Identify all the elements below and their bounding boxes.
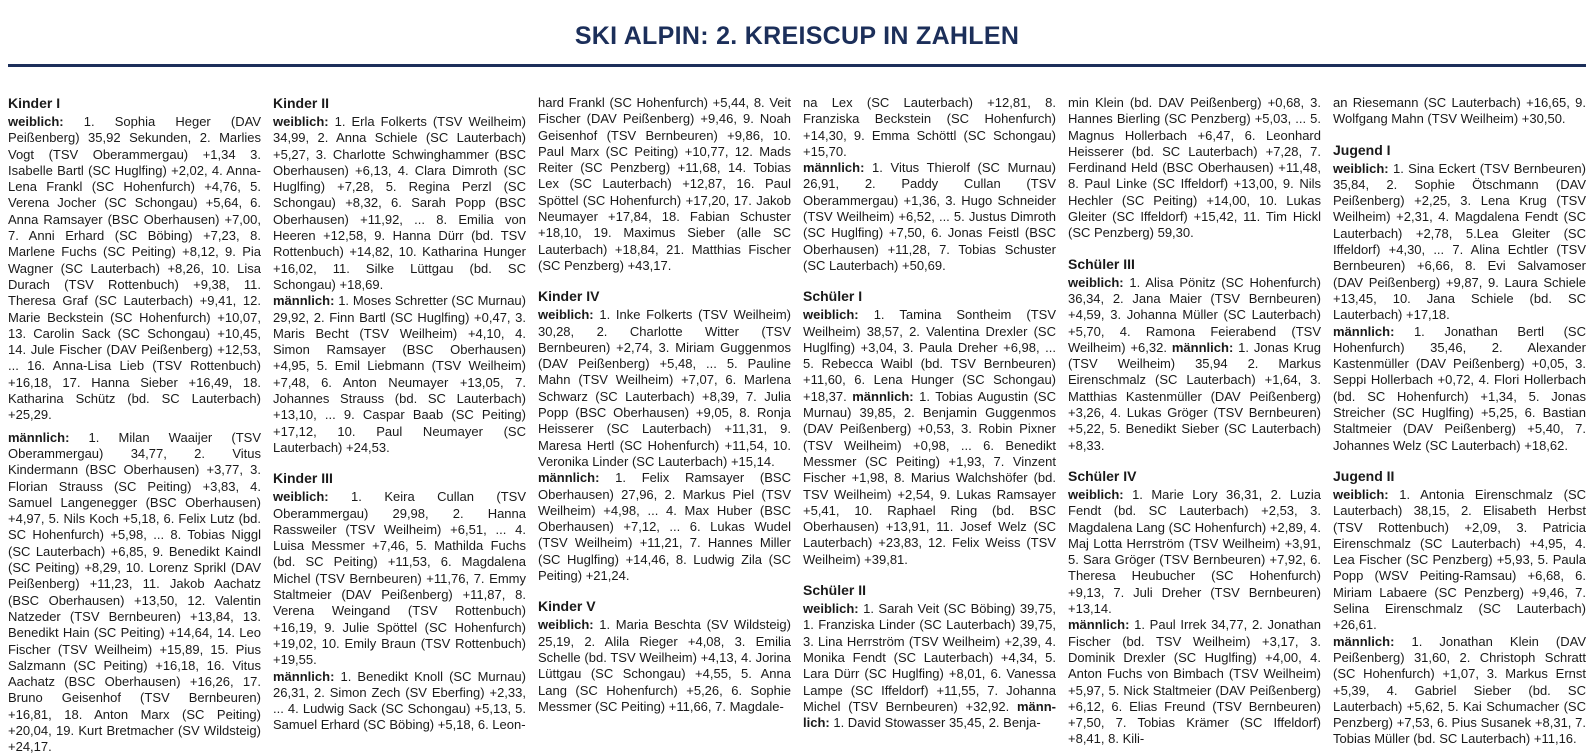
results-kinder-2-female (273, 114, 526, 293)
results-schueler-1 (803, 307, 1056, 568)
section-heading-schueler-3: Schüler III (1068, 255, 1135, 272)
results-continuation: min Klein (bd. DAV Peißenberg) +0,68, 3. Hannes Bierling (SC Penzberg) +5,03, ... 5. Magnus Hollerbach +6,47, 6. Leonhard Heisserer (bd. SC Lauterbach) +7,28, 7. Ferdinand Held (BSC Oberhausen) +11,48, 8. Paul Linke (SC Iffeldorf) +13,00, 9. Nils Hechler (SC Peiting) +14,00, 10. Lukas Gleiter (SC Iffeldorf) +15,42, 11. Tim Hickl (SC Penzberg) 59,30. (1068, 95, 1321, 241)
label-male: männlich: (852, 388, 914, 404)
label-female: weiblich: (803, 601, 859, 617)
results-text: 1. Milan Waaijer (TSV Oberammergau) 34,77, 2. Vitus Kindermann (BSC Oberhausen) +3,77, 3. Florian Strauss (SC Peiting) +3,83, 4. Samuel Langenegger (BSC Oberhausen) +4,97, 5. Nils Koch +5,18, 6. Felix Lutz (bd. SC Hohenfurch) +5,98, ... 8. Tobias Niggl (SC Lauterbach) +6,85, 9. Benedikt Kaindl (SC Peiting) +8,29, 10. Lorenz Sprikl (DAV Peißenberg) +11,23, 11. Jakob Aachatz (BSC Oberhausen) +13,50, 12. Valentin Natzeder (TSV Bernbeuren) +13,84, 13. Benedikt Hain (SC Peiting) +14,64, 14. Leo Fischer (TSV Weilheim) +15,89, 15. Pius Salzmann (SC Peiting) +16,18, 16. Vitus Aachatz (BSC Oberhausen) +16,26, 17. Bruno Geisenhof (TSV Bernbeuren) +16,81, 18. Anton Marx (SC Peiting) +20,04, 19. Kurt Bretmacher (SV Wildsteig) +24,17. (8, 429, 261, 755)
label-male-part-2: lich: (803, 715, 830, 731)
column-1 (8, 95, 261, 755)
results-text: 1. Tamina Sontheim (TSV Weilheim) 38,57, 2. Valentina Drexler (SC Huglfing) +3,04, 3. Paula Dreher +6,98, ... 5. Rebecca Waibl (bd. TSV Bernbeuren) +11,60, 6. Lena Hunger (SC Schongau) +18,37. (803, 307, 1056, 404)
results-text: 1. Keira Cullan (TSV Oberammergau) 29,98, 2. Hanna Rassweiler (TSV Weilheim) +6,51, ... 4. Luisa Messmer +7,46, 5. Mathilda Fuchs (bd. SC Peiting) +11,53, 6. Magdalena Michel (TSV Bernbeuren) +11,76, 7. Emmy Staltmeier (DAV Peißenberg) +11,87, 8. Verena Weingand (TSV Rottenbuch) +16,19, 9. Julie Spöttel (SC Hohenfurch) +19,02, 10. Emily Braun (TSV Rottenbuch) +19,55. (273, 489, 526, 668)
results-text: 1. Inke Folkerts (TSV Weilheim) 30,28, 2. Charlotte Witter (TSV Bernbeuren) +2,74, 3. Miriam Guggenmos (DAV Peißenberg) +5,48, ... 5. Pauline Mahn (TSV Weilheim) +7,07, 6. Marlena Schwarz (SC Lauterbach) +8,39, 7. Julia Popp (BSC Oberhausen) +9,05, 8. Ronja Heisserer (SC Lauterbach) +11,31, 9. Maresa Hertl (SC Hohenfurch) +11,54, 10. Veronika Linder (SC Lauterbach) +15,14. (538, 307, 791, 469)
results-jugend-2-male (1333, 634, 1586, 748)
results-continuation: an Riesemann (SC Lauterbach) +16,65, 9. Wolfgang Mahn (TSV Weilheim) +30,50. (1333, 95, 1586, 127)
results-text: 1. Felix Ramsayer (BSC Oberhausen) 27,96, 2. Markus Piel (TSV Weilheim) +4,98, ... 4. Max Huber (BSC Oberhausen) +7,12, ... 6. Lukas Wudel (TSV Weilheim) +11,21, 7. Hannes Miller (SC Huglfing) +14,46, 8. Ludwig Zila (SC Peiting) +21,24. (538, 470, 791, 584)
results-text: 1. Maria Beschta (SV Wildsteig) 25,19, 2. Alila Rieger +4,08, 3. Emilia Schelle (bd. TSV Weilheim) +4,13, 4. Jorina Lüttgau (SC Schongau) +4,55, 5. Anna Lang (SC Hohenfurch) +5,26, 6. Sophie Messmer (SC Peiting) +11,66, 7. Magdale- (538, 617, 791, 714)
results-text: 1. Erla Folkerts (TSV Weilheim) 34,99, 2. Anna Schiele (SC Lauterbach) +5,27, 3. Charlotte Schwinghammer (BSC Oberhausen) +6,13, 4. Clara Dimroth (SC Huglfing) +7,28, 5. Regina Perzl (SC Schongau) +8,32, 6. Sarah Popp (BSC Oberhausen) +11,92, ... 8. Emilia von Heeren +12,58, 9. Hanna Dürr (bd. TSV Rottenbuch) +14,82, 10. Katharina Hunger +16,02, 11. Silke Lüttgau (bd. SC Schongau) +18,69. (273, 114, 526, 292)
section-heading-kinder-3: Kinder III (273, 470, 333, 487)
results-jugend-1-female (1333, 161, 1586, 324)
section-heading-kinder-2: Kinder II (273, 95, 330, 111)
results-jugend-2-female (1333, 487, 1586, 634)
label-male: männlich: (273, 668, 335, 684)
results-kinder-1-female (8, 114, 261, 424)
results-kinder-3-male (273, 669, 526, 734)
label-female: weiblich: (273, 114, 329, 129)
label-male: männlich: (538, 470, 600, 486)
label-female: weiblich: (1068, 486, 1124, 502)
label-male: männlich: (1333, 633, 1395, 649)
results-text: 1. Alisa Pönitz (SC Hohenfurch) 36,34, 2. Jana Maier (TSV Bernbeuren) +4,59, 3. Johanna Müller (SC Lauterbach) +5,70, 4. Ramona Feierabend (TSV Weilheim) +6,32. (1068, 274, 1321, 355)
results-text: 1. Jonas Krug (TSV Weilheim) 35,94 2. Markus Eirenschmalz (SC Lauterbach) +1,64, 3. Matthias Kastenmüller (DAV Peißenberg) +3,26, 4. Lukas Gröger (TSV Bernbeuren) +5,22, 5. Benedikt Sieber (SC Lauterbach) +8,33. (1068, 339, 1321, 453)
label-female: weiblich: (538, 617, 594, 633)
label-female: weiblich: (1068, 274, 1124, 290)
label-male: männlich: (1171, 339, 1234, 355)
results-jugend-1-male (1333, 324, 1586, 454)
column-6 (1333, 95, 1586, 747)
results-text: 1. Jonathan Bertl (SC Hohenfurch) 35,46, 2. Alexander Kastenmüller (DAV Peißenberg) +0,05, 3. Seppi Hollerbach +0,72, 4. Flori Hollerbach (bd. SC Hohenfurch) +1,34, 5. Jonas Streicher (SC Huglfing) +5,25, 6. Bastian Staltmeier (DAV Peißenberg) +5,40, 7. Johannes Welz (SC Lauterbach) +18,62. (1333, 323, 1586, 453)
label-female: weiblich: (803, 307, 859, 323)
label-male: männlich: (1333, 323, 1395, 339)
results-schueler-3 (1068, 275, 1321, 454)
results-schueler-2 (803, 601, 1056, 731)
results-kinder-5-female (538, 617, 791, 715)
results-text: 1. David Stowasser 35,45, 2. Benja- (829, 715, 1041, 731)
results-text: 1. Tobias Augustin (SC Murnau) 39,85, 2. Benjamin Guggenmos (DAV Peißenberg) +0,53, 3. Robin Pixner (TSV Weilheim) +0,98, ... 6. Benedikt Messmer (SC Peiting) +1,93, 7. Vinzent Fischer +1,98, 8. Marius Walchshöfer (bd. TSV Weilheim) +2,54, 9. Lukas Ramsayer +5,41, 10. Raphael Ring (bd. BSC Oberhausen) +13,91, 11. Josef Welz (SC Lauterbach) +23,83, 12. Felix Weiss (TSV Weilheim) +39,81. (803, 388, 1056, 567)
label-male-part-1: männ- (1016, 698, 1056, 714)
section-heading-schueler-4: Schüler IV (1068, 467, 1137, 484)
results-text: 1. Marie Lory 36,31, 2. Luzia Fendt (bd. SC Lauterbach) +2,53, 3. Magdalena Lang (SC Hohenfurch) +2,89, 4. Maj Lotta Herrström (TSV Weilheim) +3,91, 5. Sara Gröger (TSV Bernbeuren) +7,92, 6. Theresa Heubucher (SC Hohenfurch) +9,13, 7. Juli Dreher (TSV Bernbeuren) +13,14. (1068, 486, 1321, 617)
column-4 (803, 95, 1056, 731)
section-heading-kinder-5: Kinder V (538, 598, 596, 615)
title-rule (8, 64, 1586, 67)
results-kinder-4-female (538, 307, 791, 470)
section-heading-kinder-1: Kinder I (8, 95, 61, 111)
label-female: weiblich: (1333, 160, 1389, 176)
page-title: SKI ALPIN: 2. KREISCUP IN ZAHLEN (574, 22, 1020, 50)
results-continuation: na Lex (SC Lauterbach) +12,81, 8. Franziska Beckstein (SC Hohenfurch) +14,30, 9. Emma Schöttl (SC Schongau) +15,70. (803, 95, 1056, 159)
label-female: weiblich: (538, 307, 594, 323)
results-text: 1. Sarah Veit (SC Böbing) 39,75, 1. Franziska Linder (SC Lauterbach) 39,75, 3. Lina Herrström (TSV Weilheim) +2,39, 4. Monika Fendt (SC Lauterbach) +4,34, 5. Lara Dürr (SC Huglfing) +8,01, 6. Vanessa Lampe (SC Iffeldorf) +11,55, 7. Johanna Michel (TSV Bernbeuren) +32,92. (803, 601, 1056, 714)
section-heading-jugend-2: Jugend II (1333, 467, 1395, 484)
results-schueler-4-female (1068, 487, 1321, 617)
results-text: 1. Moses Schretter (SC Murnau) 29,92, 2. Finn Bartl (SC Huglfing) +0,47, 3. Maris Becht (TSV Weilheim) +4,10, 4. Simon Ramsayer (BSC Oberhausen) +4,95, 5. Emil Liebmann (TSV Weilheim) +7,48, 6. Anton Neumayer +13,05, 7. Johannes Strauss (bd. SC Lauterbach) +13,10, ... 9. Caspar Baab (SC Peiting) +17,12, 10. Paul Neumayer (SC Lauterbach) +24,53. (273, 293, 526, 455)
results-columns (8, 95, 1586, 755)
results-text: 1. Benedikt Knoll (SC Murnau) 26,31, 2. Simon Zech (SV Eberfing) +2,33, ... 4. Ludwig Sack (SC Schongau) +5,13, 5. Samuel Erhard (SC Böbing) +5,18, 6. Leon- (273, 668, 526, 733)
column-5 (1068, 95, 1321, 747)
section-heading-kinder-4: Kinder IV (538, 288, 600, 305)
column-3 (538, 95, 791, 715)
results-kinder-4-male (538, 470, 791, 584)
label-male: männlich: (273, 293, 335, 309)
results-kinder-3-female (273, 489, 526, 668)
label-male: männlich: (1068, 617, 1130, 633)
results-kinder-2-male (273, 293, 526, 456)
results-kinder-5-male (803, 160, 1056, 274)
results-text: 1. Sina Eckert (TSV Bernbeuren) 35,84, 2. Sophie Ötschmann (DAV Peißenberg) +2,25, 3. Lena Krug (TSV Weilheim) +2,31, 4. Magdalena Fendt (SC Lauterbach) +2,78, 5.Lea Gleiter (SC Iffeldorf) +4,30, ... 7. Alina Echtler (TSV Bernbeuren) +6,66, 8. Evi Salvamoser (DAV Peißenberg) +9,87, 9. Laura Schiele +13,45, 10. Jana Schiele (bd. SC Lauterbach) +17,18. (1333, 160, 1586, 323)
results-text: 1. Sophia Heger (DAV Peißenberg) 35,92 Sekunden, 2. Marlies Vogt (TSV Oberammergau) +1,34 3. Isabelle Bartl (SC Huglfing) +2,02, 4. Anna-Lena Frankl (SC Hohenfurch) +4,76, 5. Verena Jocher (SC Schongau) +5,64, 6. Anna Ramsayer (BSC Oberhausen) +7,00, 7. Anni Erhard (SC Böbing) +7,23, 8. Marlene Fuchs (SC Peiting) +8,12, 9. Pia Wagner (SC Lauterbach) +8,26, 10. Lisa Durach (TSV Rottenbuch) +9,38, 11. Theresa Graf (SC Lauterbach) +9,41, 12. Marie Beckstein (SC Hohenfurch) +10,07, 13. Carolin Sack (SC Schongau) +10,45, 14. Jule Fischer (DAV Peißenberg) +12,53, ... 16. Anna-Lisa Lieb (TSV Rottenbuch) +16,18, 17. Hanna Sieber +16,49, 18. Katharina Schütz (bd. SC Lauterbach) +25,29. (8, 114, 261, 423)
results-text: 1. Paul Irrek 34,77, 2. Jonathan Fischer (bd. TSV Weilheim) +3,17, 3. Dominik Drexler (SC Huglfing) +4,00, 4. Anton Fuchs von Bimbach (TSV Weilheim) +5,97, 5. Nick Staltmeier (DAV Peißenberg) +6,12, 6. Elias Freund (TSV Bernbeuren) +7,50, 7. Tobias Krämer (SC Iffeldorf) +8,41, 8. Kili- (1068, 617, 1321, 747)
results-kinder-1-male (8, 430, 261, 756)
label-male: männlich: (803, 160, 865, 176)
results-text: 1. Vitus Thierolf (SC Murnau) 26,91, 2. Paddy Cullan (TSV Oberammergau) +1,36, 3. Hugo Schneider (TSV Weilheim) +6,52, ... 5. Justus Dimroth (SC Huglfing) +7,50, 6. Jonas Feistl (BSC Oberhausen) +11,28, 7. Tobias Schuster (SC Lauterbach) +50,69. (803, 160, 1056, 273)
label-male: männlich: (8, 429, 70, 445)
results-continuation: hard Frankl (SC Hohenfurch) +5,44, 8. Veit Fischer (DAV Peißenberg) +9,46, 9. Noah Geisenhof (TSV Bernbeuren) +9,86, 10. Paul Marx (SC Peiting) +10,77, 12. Mads Reiter (SC Penzberg) +11,68, 14. Tobias Lex (SC Lauterbach) +12,87, 16. Paul Spöttel (SC Hohenfurch) +17,20, 17. Jakob Neumayer +17,84, 18. Fabian Schuster +18,10, 19. Maximus Sieber (alle SC Lauterbach) +18,84, 21. Matthias Fischer (SC Penzberg) +43,17. (538, 95, 791, 273)
column-2 (273, 95, 526, 733)
section-heading-schueler-1: Schüler I (803, 288, 863, 305)
label-female: weiblich: (8, 114, 64, 129)
section-heading-schueler-2: Schüler II (803, 582, 867, 599)
label-female: weiblich: (1333, 486, 1389, 502)
results-schueler-4-male (1068, 617, 1321, 747)
results-text: 1. Jonathan Klein (DAV Peißenberg) 31,60, 2. Christoph Schratt (SC Hohenfurch) +1,07, 3. Markus Ernst +5,39, 4. Gabriel Sieber (bd. SC Lauterbach) +5,62, 5. Kai Schumacher (SC Penzberg) +7,53, 6. Pius Susanek +8,31, 7. Tobias Müller (bd. SC Lauterbach) +11,16. (1333, 633, 1586, 747)
section-heading-jugend-1: Jugend I (1333, 141, 1391, 158)
label-female: weiblich: (273, 489, 329, 505)
results-text: 1. Antonia Eirenschmalz (SC Lauterbach) 38,15, 2. Elisabeth Herbst (TSV Rottenbuch) +2,09, 3. Patricia Eirenschmalz (SC Lauterbach) +4,95, 4. Lea Fischer (SC Penzberg) +5,93, 5. Paula Popp (WSV Peiting-Ramsau) +6,68, 6. Miriam Labaere (SC Penzberg) +9,46, 7. Selina Eirenschmalz (SC Lauterbach) +26,61. (1333, 486, 1586, 633)
